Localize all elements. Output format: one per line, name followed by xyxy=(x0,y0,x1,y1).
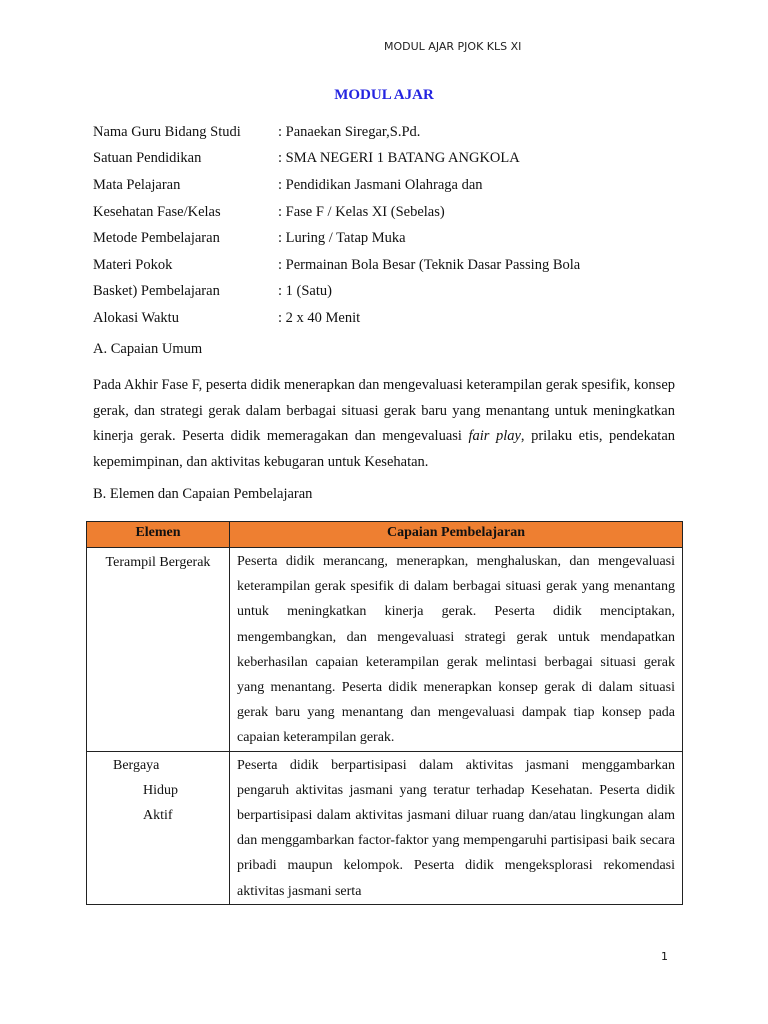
info-value: : Fase F / Kelas XI (Sebelas) xyxy=(278,203,445,220)
paragraph-text: Pada Akhir Fase F, peserta didik menerapkan dan mengevaluasi keterampilan gerak spesifik, konsep gerak, dan strategi gerak dalam berbagai situasi gerak baru yang menantang untuk meningkatkan kinerja gerak. Peserta didik memeragakan dan mengevaluasi xyxy=(93,377,675,444)
element-line: Hidup xyxy=(143,782,178,798)
document-title: MODUL AJAR xyxy=(334,87,434,103)
capaian-umum-paragraph xyxy=(93,373,675,475)
element-cell: Terampil Bergerak xyxy=(87,548,230,752)
capaian-cell: Peserta didik berpartisipasi dalam aktivitas jasmani menggambarkan pengaruh aktivitas jasmani yang teratur terhadap Kesehatan. Peserta didik berpartisipasi dalam aktivitas jasmani diluar ruang dan/atau lingkungan alam dan menggambarkan factor-faktor yang mempengaruhi partisipasi baik secara pribadi maupun kelompok. Peserta didik mengeksplorasi rekomendasi aktivitas jasmani serta xyxy=(230,751,683,904)
element-cell xyxy=(87,751,230,904)
info-row xyxy=(93,146,693,173)
info-row xyxy=(93,279,693,306)
table-row xyxy=(87,751,683,904)
section-b-heading: B. Elemen dan Capaian Pembelajaran xyxy=(93,486,313,502)
info-row xyxy=(93,119,693,146)
identity-block xyxy=(93,119,693,332)
info-value: : Permainan Bola Besar (Teknik Dasar Passing Bola xyxy=(278,256,581,273)
info-label: Materi Pokok xyxy=(93,256,173,273)
info-row xyxy=(93,225,693,252)
info-row xyxy=(93,172,693,199)
header-elemen: Elemen xyxy=(87,522,230,548)
page-number: 1 xyxy=(661,950,668,963)
info-value: : SMA NEGERI 1 BATANG ANGKOLA xyxy=(278,150,520,167)
info-row xyxy=(93,252,693,279)
info-value: : 1 (Satu) xyxy=(278,283,332,300)
info-value: : Pendidikan Jasmani Olahraga dan xyxy=(278,176,483,193)
info-value: : Panaekan Siregar,S.Pd. xyxy=(278,123,421,140)
info-label: Metode Pembelajaran xyxy=(93,230,220,247)
info-label: Mata Pelajaran xyxy=(93,176,181,193)
paragraph-italic-term: fair play xyxy=(468,428,521,444)
running-header: MODUL AJAR PJOK KLS XI xyxy=(384,40,522,53)
table-header-row xyxy=(87,522,683,548)
element-line: Bergaya xyxy=(113,757,160,773)
info-row xyxy=(93,199,693,226)
info-value: : Luring / Tatap Muka xyxy=(278,230,406,247)
capaian-cell: Peserta didik merancang, menerapkan, menghaluskan, dan mengevaluasi keterampilan gerak spesifik di dalam berbagai situasi gerak yang menantang untuk meningkatkan kinerja gerak. Peserta didik menciptakan, mengembangkan, dan mengevaluasi strategi gerak untuk mendapatkan keberhasilan capaian keterampilan gerak melintasi berbagai situasi gerak yang menantang. Peserta didik menerapkan konsep gerak di dalam situasi gerak baru yang menantang dan mengevaluasi dampak tiap konsep pada capaian keterampilan gerak. xyxy=(230,548,683,752)
info-value: : 2 x 40 Menit xyxy=(278,309,361,326)
section-a-heading: A. Capaian Umum xyxy=(93,341,203,357)
capaian-table xyxy=(86,521,683,905)
element-line: Aktif xyxy=(143,807,173,823)
info-label: Satuan Pendidikan xyxy=(93,150,202,167)
paragraph-text: , prilaku etis, pendekatan kepemimpinan, dan aktivitas kebugaran untuk Kesehatan. xyxy=(93,428,675,470)
info-label: Nama Guru Bidang Studi xyxy=(93,123,241,140)
info-label: Alokasi Waktu xyxy=(93,309,179,326)
info-row xyxy=(93,305,693,332)
info-label: Kesehatan Fase/Kelas xyxy=(93,203,221,220)
header-capaian: Capaian Pembelajaran xyxy=(230,522,683,548)
table-row xyxy=(87,548,683,752)
info-label: Basket) Pembelajaran xyxy=(93,283,220,300)
